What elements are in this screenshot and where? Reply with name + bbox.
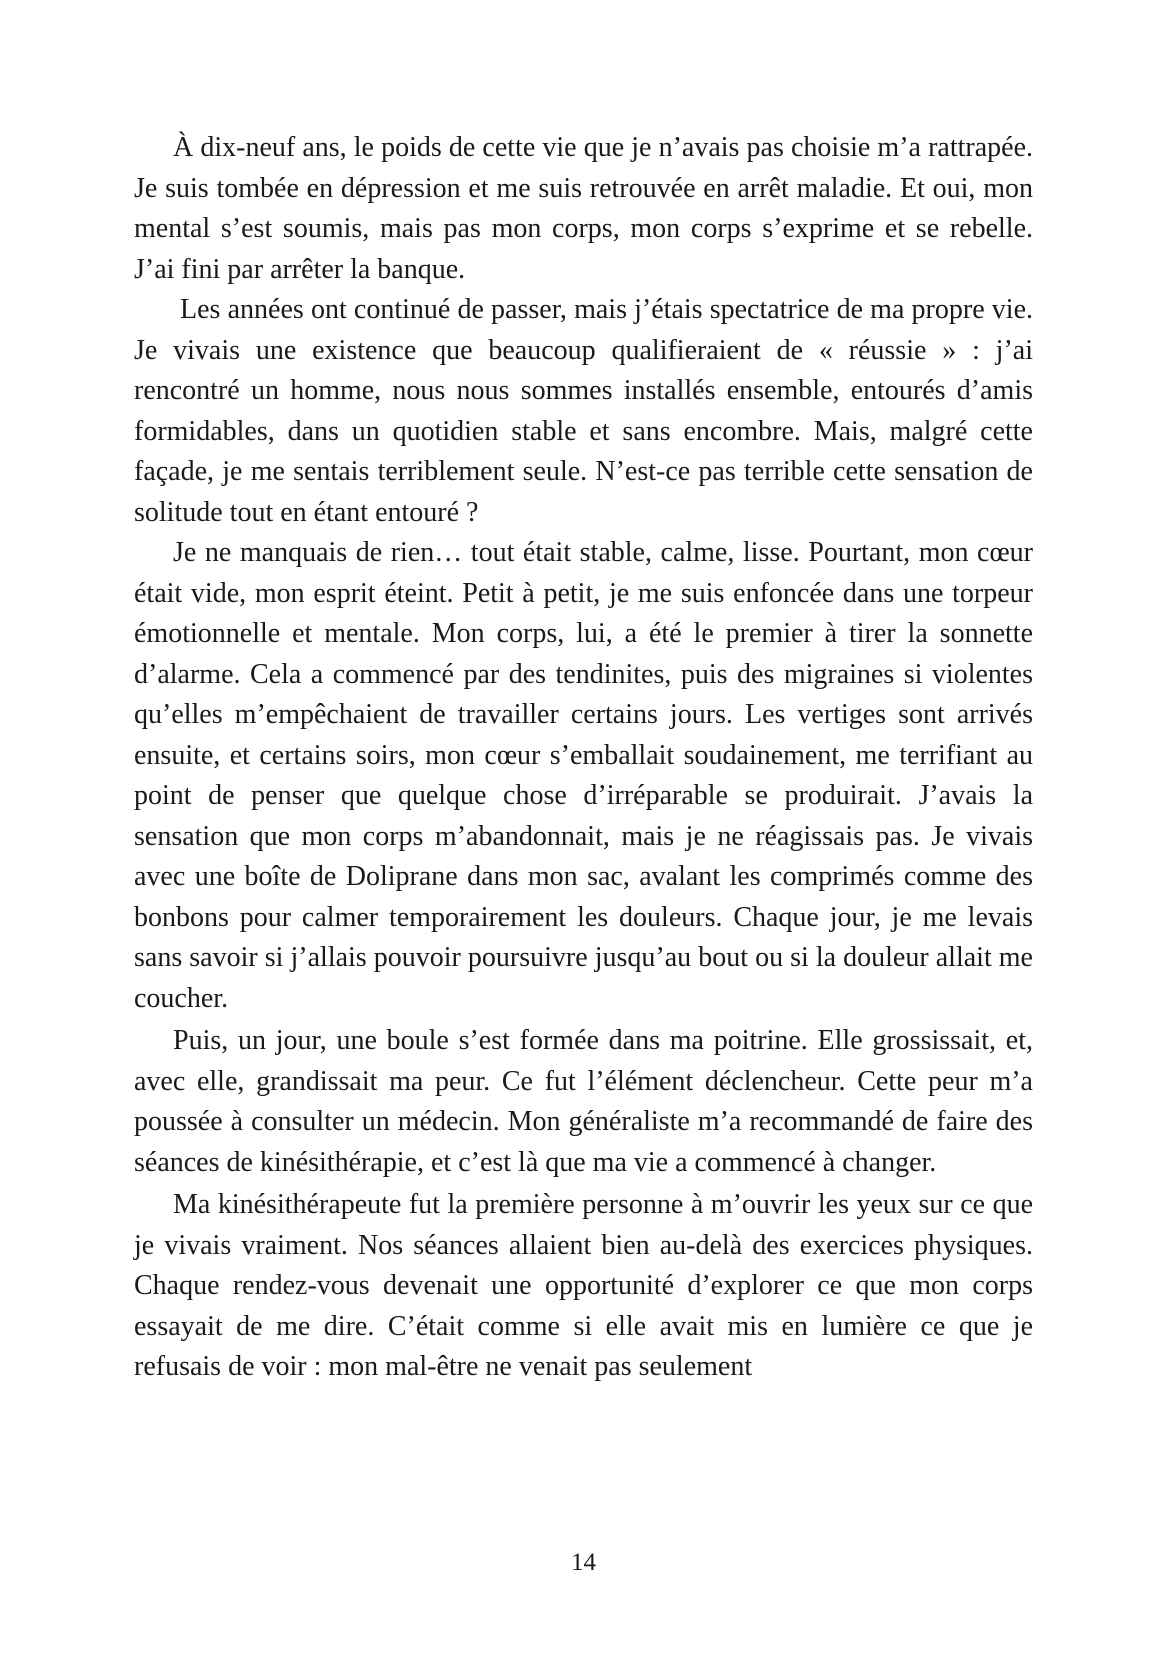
paragraph-4: Puis, un jour, une boule s’est formée dans ma poitrine. Elle grossissait, et, avec elle, grandissait ma peur. Ce fut l’élément déclencheur. Cette peur m’a poussée à consulter un médecin. Mon généraliste m’a recommandé de faire des séances de kinésithérapie, et c’est là que ma vie a commencé à changer. (134, 1025, 1033, 1178)
page-number: 14 (571, 1549, 596, 1576)
paragraph-3: Je ne manquais de rien… tout était stable, calme, lisse. Pourtant, mon cœur était vide, mon esprit éteint. Petit à petit, je me suis enfoncée dans une torpeur émotionnelle et mentale. Mon corps, lui, a été le premier à tirer la sonnette d’alarme. Cela a commencé par des tendinites, puis des migraines si violentes qu’elles m’empêchaient de travailler certains jours. Les vertiges sont arrivés ensuite, et certains soirs, mon cœur s’emballait soudainement, me terrifiant au point de penser que quelque chose d’irréparable se produirait. J’avais la sensation que mon corps m’abandonnait, mais je ne réagissais pas. Je vivais avec une boîte de Doliprane dans mon sac, avalant les comprimés comme des bonbons pour calmer temporairement les douleurs. Chaque jour, je me levais sans savoir si j’allais pouvoir poursuivre jusqu’au bout ou si la douleur allait me coucher. (134, 537, 1033, 1014)
body-text (134, 128, 1033, 1388)
paragraph-2: Les années ont continué de passer, mais j’étais spectatrice de ma propre vie. Je vivais une existence que beaucoup qualifieraient de « réussie » : j’ai rencontré un homme, nous nous sommes installés ensemble, entourés d’amis formidables, dans un quotidien stable et sans encombre. Mais, malgré cette façade, je me sentais terriblement seule. N’est-ce pas terrible cette sensation de solitude tout en étant entouré ? (134, 294, 1033, 528)
paragraph-5: Ma kinésithérapeute fut la première personne à m’ouvrir les yeux sur ce que je vivais vraiment. Nos séances allaient bien au-delà des exercices physiques. Chaque rendez-vous devenait une opportunité d’explorer ce que mon corps essayait de me dire. C’était comme si elle avait mis en lumière ce que je refusais de voir : mon mal-être ne venait pas seulement (134, 1189, 1033, 1382)
paragraph-1: À dix-neuf ans, le poids de cette vie que je n’avais pas choisie m’a rattrapée. Je suis tombée en dépression et me suis retrouvée en arrêt maladie. Et oui, mon mental s’est soumis, mais pas mon corps, mon corps s’exprime et se rebelle. J’ai fini par arrêter la banque. (134, 132, 1033, 285)
